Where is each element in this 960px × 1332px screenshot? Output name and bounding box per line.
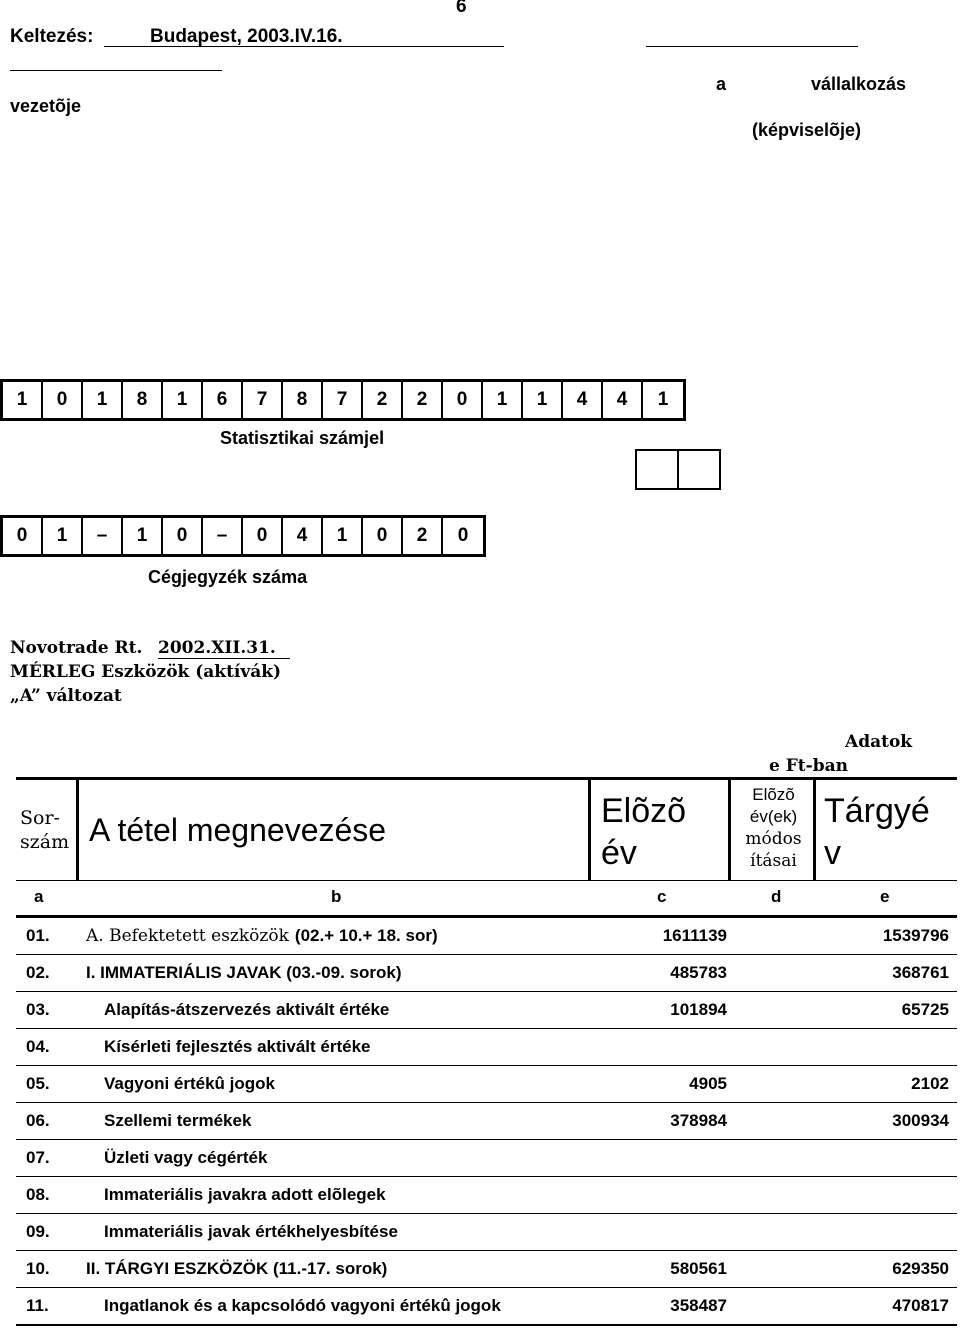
previous-year-value: 1611139 (662, 926, 727, 945)
table-row (16, 1029, 957, 1066)
current-year-value: 300934 (892, 1111, 949, 1130)
cegjegyzek-digit-box: 0 (363, 518, 403, 554)
column-letter-d: d (771, 887, 782, 906)
row-number: 10. (26, 1259, 50, 1278)
table-row (16, 1177, 957, 1214)
row-number: 04. (26, 1037, 50, 1056)
signature-line-right (646, 46, 858, 47)
header-modositas-line4: ításai (750, 851, 797, 871)
current-year-value: 2102 (911, 1074, 949, 1093)
page-number: 6 (456, 0, 467, 17)
current-year-value: 368761 (892, 963, 949, 982)
row-name-main: A. Befektetett eszközök (86, 926, 289, 946)
header-megnevezes-label: A tétel megnevezése (89, 812, 387, 848)
stat-digit-box: 7 (323, 382, 363, 418)
kepviseloje-label: (képviselõje) (752, 120, 862, 140)
table-row (16, 1103, 957, 1140)
stat-digit-box: 2 (363, 382, 403, 418)
cegjegyzek-boxes (0, 515, 486, 557)
row-name-suffix: (02.+ 10.+ 18. sor) (294, 926, 438, 945)
header-modositas-line3: módos (745, 829, 802, 849)
previous-year-value: 485783 (670, 963, 727, 982)
table-row (16, 1066, 957, 1103)
cegjegyzek-digit-box: 0 (163, 518, 203, 554)
empty-box (637, 451, 679, 488)
current-year-value: 629350 (892, 1259, 949, 1278)
empty-code-boxes (635, 449, 721, 490)
keltezes-underline (104, 46, 504, 47)
cegjegyzek-digit-box: 2 (403, 518, 443, 554)
stat-digit-box: 0 (443, 382, 483, 418)
signature-line-left (10, 70, 222, 71)
a-label: a (716, 74, 727, 94)
row-number: 11. (26, 1296, 49, 1315)
previous-year-value: 101894 (670, 1000, 727, 1019)
row-number: 03. (26, 1000, 50, 1019)
table-row (16, 1140, 957, 1177)
stat-digit-box: 1 (83, 382, 123, 418)
balance-variant: „A” változat (10, 686, 122, 706)
row-number: 05. (26, 1074, 50, 1093)
column-letter-b: b (331, 887, 342, 906)
cegjegyzek-digit-box: 1 (43, 518, 83, 554)
row-name: Üzleti vagy cégérték (104, 1148, 268, 1167)
stat-digit-box: 1 (483, 382, 523, 418)
table-row (16, 1288, 957, 1326)
row-name: I. IMMATERIÁLIS JAVAK (03.-09. sorok) (86, 963, 402, 982)
stat-digit-box: 7 (243, 382, 283, 418)
cegjegyzek-digit-box: – (203, 518, 243, 554)
header-modositas-line2: év(ek) (749, 807, 798, 826)
row-number: 02. (26, 963, 50, 982)
date-underline (158, 658, 290, 659)
cegjegyzek-digit-box: 0 (457, 525, 469, 546)
stat-digit-box: 2 (403, 382, 443, 418)
vezetoje-label: vezetõje (10, 96, 82, 116)
column-letters-row (16, 881, 957, 918)
table-row (16, 955, 957, 992)
stat-digit-box: 8 (123, 382, 163, 418)
header-elozo-line2: év (601, 834, 637, 872)
stat-digit-box: 8 (283, 382, 323, 418)
column-letter-c: c (657, 887, 667, 906)
cegjegyzek-digit-box: 1 (323, 518, 363, 554)
column-letter-e: e (880, 887, 890, 906)
stat-digit-box: 1 (657, 389, 669, 410)
table-row (16, 1214, 957, 1251)
balance-date: 2002.XII.31. (158, 638, 276, 658)
header-modositasai (728, 780, 816, 880)
header-targyev-line2: v (824, 834, 841, 872)
keltezes-value: Budapest, 2003.IV.16. (150, 26, 343, 47)
table-row (16, 992, 957, 1029)
header-targyev (813, 780, 960, 880)
header-modositas-line1: Elõzõ (752, 785, 795, 804)
column-letter-a: a (34, 887, 44, 906)
vallalkozas-label: vállalkozás (811, 74, 907, 94)
header-sorszam-line1: Sor- (20, 807, 60, 829)
stat-digit-box: 4 (603, 382, 643, 418)
current-year-value: 470817 (892, 1296, 949, 1315)
table-body (16, 918, 957, 1326)
stat-digit-box: 6 (203, 382, 243, 418)
cegjegyzek-digit-box: 4 (283, 518, 323, 554)
previous-year-value: 378984 (670, 1111, 727, 1130)
header-sorszam-line2: szám (20, 831, 70, 853)
row-name: Immateriális javak értékhelyesbítése (104, 1222, 398, 1241)
stat-digit-box: 0 (43, 382, 83, 418)
row-number: 09. (26, 1222, 50, 1241)
row-number: 07. (26, 1148, 50, 1167)
row-name: Ingatlanok és a kapcsolódó vagyoni értékû jogok (104, 1296, 501, 1315)
keltezes-label: Keltezés: (10, 26, 94, 47)
company-name: Novotrade Rt. (10, 638, 143, 658)
cegjegyzek-label: Cégjegyzék száma (148, 567, 308, 587)
row-name (86, 926, 438, 946)
row-number: 01. (26, 926, 50, 945)
stat-digit-box: 1 (3, 382, 43, 418)
row-name: Alapítás-átszervezés aktivált értéke (104, 1000, 390, 1019)
header-elozo-line1: Elõzõ (601, 792, 687, 830)
cegjegyzek-digit-box: 1 (123, 518, 163, 554)
stat-digit-box: 4 (563, 382, 603, 418)
cegjegyzek-digit-box: 0 (243, 518, 283, 554)
cegjegyzek-digit-box: 0 (3, 518, 43, 554)
row-name: Szellemi termékek (104, 1111, 252, 1130)
cegjegyzek-digit-box: – (83, 518, 123, 554)
stat-digit-box: 1 (163, 382, 203, 418)
row-name: Kísérleti fejlesztés aktivált értéke (104, 1037, 371, 1056)
previous-year-value: 4905 (689, 1074, 727, 1093)
current-year-value: 1539796 (882, 926, 949, 945)
balance-table (16, 777, 957, 1326)
previous-year-value: 580561 (670, 1259, 727, 1278)
stat-szamjel-boxes (0, 379, 686, 421)
row-number: 06. (26, 1111, 50, 1130)
units-adatok: Adatok (845, 732, 913, 752)
units-eft: e Ft-ban (769, 756, 848, 776)
table-row (16, 1251, 957, 1288)
row-name: Immateriális javakra adott elõlegek (104, 1185, 386, 1204)
table-header (16, 780, 957, 881)
empty-box (679, 451, 719, 488)
header-megnevezes (76, 780, 591, 880)
header-elozo-ev (588, 780, 731, 880)
table-row (16, 918, 957, 955)
row-number: 08. (26, 1185, 50, 1204)
stat-digit-box: 1 (523, 382, 563, 418)
header-sorszam (16, 780, 76, 880)
stat-szamjel-label: Statisztikai számjel (220, 428, 385, 448)
balance-title: MÉRLEG Eszközök (aktívák) (10, 662, 282, 682)
row-name: II. TÁRGYI ESZKÖZÖK (11.-17. sorok) (86, 1259, 388, 1278)
header-targyev-line1: Tárgyé (824, 792, 930, 830)
current-year-value: 65725 (901, 1000, 949, 1019)
previous-year-value: 358487 (670, 1296, 727, 1315)
row-name: Vagyoni értékû jogok (104, 1074, 275, 1093)
